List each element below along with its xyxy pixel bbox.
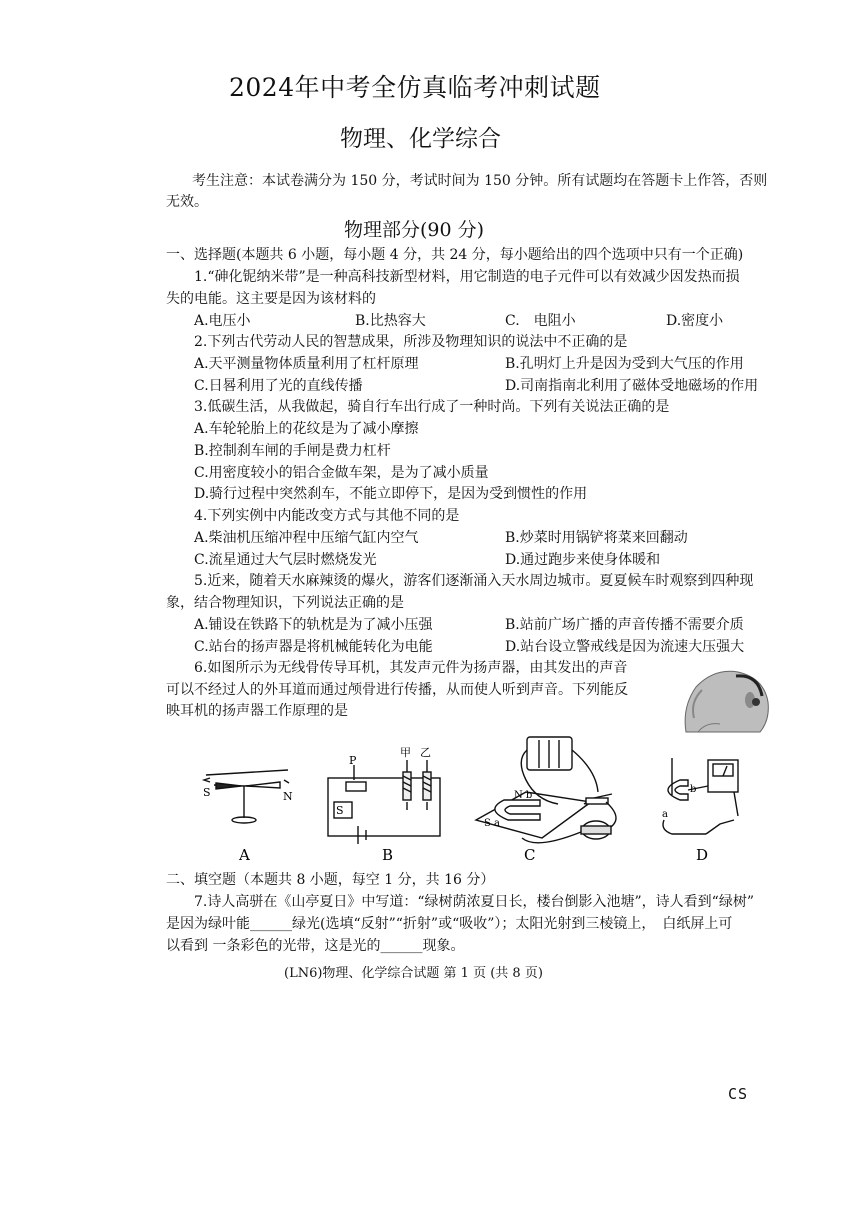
part1-heading: 一、选择题(本题共 6 小题，每小题 4 分，共 24 分，每小题给出的四个选项中只有一个正确) <box>166 247 744 263</box>
figure-d-magnet-galvanometer <box>663 758 738 834</box>
q4-stem: 4.下列实例中内能改变方式与其他不同的是 <box>194 508 460 524</box>
q3-option-a: A.车轮轮胎上的花纹是为了减小摩擦 <box>194 421 419 437</box>
q1-option-a: A.电压小 <box>194 313 251 329</box>
q5-line-1: 5.近来，随着天水麻辣烫的爆火，游客们逐渐涌入天水周边城市。夏夏候车时观察到四种现 <box>194 573 754 589</box>
fig-label-c: C <box>524 846 536 864</box>
q5-option-d: D.站台设立警戒线是因为流速大压强大 <box>505 639 745 655</box>
q6-options-figure <box>186 720 746 868</box>
fig-a-n-label: N <box>283 790 293 803</box>
q2-stem: 2.下列古代劳动人民的智慧成果，所涉及物理知识的说法中不正确的是 <box>194 334 628 350</box>
q4-option-b: B.炒菜时用锅铲将菜来回翻动 <box>505 530 688 546</box>
notice-line-2: 无效。 <box>166 194 208 210</box>
physics-section-title: 物理部分(90 分) <box>344 219 485 241</box>
q3-option-c: C.用密度较小的铝合金做车架，是为了减小质量 <box>194 465 489 481</box>
q3-option-d: D.骑行过程中突然刹车，不能立即停下，是因为受到惯性的作用 <box>194 486 588 502</box>
fig-label-d: D <box>696 846 709 864</box>
fig-label-b: B <box>382 846 394 864</box>
figure-a-needle-over-wire <box>204 770 289 823</box>
q1-line-1: 1.“砷化铌纳米带”是一种高科技新型材料，用它制造的电子元件可以有效减少因发热而损 <box>194 269 740 285</box>
q2-option-b: B.孔明灯上升是因为受到大气压的作用 <box>505 356 744 372</box>
q1-line-2: 失的电能。这主要是因为该材料的 <box>166 291 376 307</box>
figure-b-electromagnet-circuit <box>328 760 440 844</box>
page-footer: (LN6)物理、化学综合试题 第 1 页 (共 8 页) <box>284 966 543 981</box>
q4-option-d: D.通过跑步来使身体暖和 <box>505 552 661 568</box>
fig-c-sa-label: S a <box>484 818 500 829</box>
q4-option-c: C.流星通过大气层时燃烧发光 <box>194 552 377 568</box>
q2-option-c: C.日晷利用了光的直线传播 <box>194 378 363 394</box>
q3-option-b: B.控制刹车闸的手闸是费力杠杆 <box>194 443 391 459</box>
fig-c-nb-label: N b <box>514 790 533 801</box>
q5-line-2: 象，结合物理知识，下列说法正确的是 <box>166 595 404 611</box>
q5-option-a: A.铺设在铁路下的轨枕是为了减小压强 <box>194 617 433 633</box>
q6-line-1: 6.如图所示为无线骨传导耳机，其发声元件为扬声器，由其发出的声音 <box>194 660 628 676</box>
fig-d-b-label: b <box>690 784 697 795</box>
fig-label-a: A <box>239 846 250 864</box>
exam-subtitle: 物理、化学综合 <box>340 126 501 152</box>
q6-line-2: 可以不经过人的外耳道而通过颅骨进行传播，从而使人听到声音。下列能反 <box>166 682 628 698</box>
notice-line-1: 考生注意：本试卷满分为 150 分，考试时间为 150 分钟。所有试题均在答题卡上作答，否则 <box>192 173 768 189</box>
fig-b-yi-label: 乙 <box>420 746 431 759</box>
q5-option-b: B.站前广场广播的声音传播不需要介质 <box>505 617 744 633</box>
q1-option-b: B.比热容大 <box>355 313 426 329</box>
q7-line-3: 以看到 一条彩色的光带，这是光的______现象。 <box>166 938 465 954</box>
q4-option-a: A.柴油机压缩冲程中压缩气缸内空气 <box>194 530 419 546</box>
part2-heading: 二、填空题（本题共 8 小题，每空 1 分，共 16 分） <box>166 872 495 888</box>
fig-a-s-label: S <box>203 786 211 799</box>
fig-b-jia-label: 甲 <box>400 746 411 759</box>
q3-stem: 3.低碳生活，从我做起，骑自行车出行成了一种时尚。下列有关说法正确的是 <box>194 399 670 415</box>
exam-title: 2024年中考全仿真临考冲刺试题 <box>229 73 601 102</box>
q6-line-3: 映耳机的扬声器工作原理的是 <box>166 703 348 719</box>
q2-option-d: D.司南指南北利用了磁体受地磁场的作用 <box>505 378 759 394</box>
fig-b-s-label: S <box>336 804 344 817</box>
fig-d-a-label: a <box>662 809 668 820</box>
q2-option-a: A.天平测量物体质量利用了杠杆原理 <box>194 356 419 372</box>
q1-option-d: D.密度小 <box>666 313 724 329</box>
fig-b-p-label: P <box>349 754 357 767</box>
q5-option-c: C.站台的扬声器是将机械能转化为电能 <box>194 639 433 655</box>
q7-line-2: 是因为绿叶能______绿光(选填“反射”“折射”或“吸收”）；太阳光射到三棱镜上， 白纸屏上可 <box>166 916 733 932</box>
watermark-text: CS <box>728 1085 749 1103</box>
q7-line-1: 7.诗人高骈在《山亭夏日》中写道：“绿树荫浓夏日长，楼台倒影入池塘”，诗人看到“绿树” <box>194 894 754 910</box>
q1-option-c: C. 电阻小 <box>505 313 576 329</box>
